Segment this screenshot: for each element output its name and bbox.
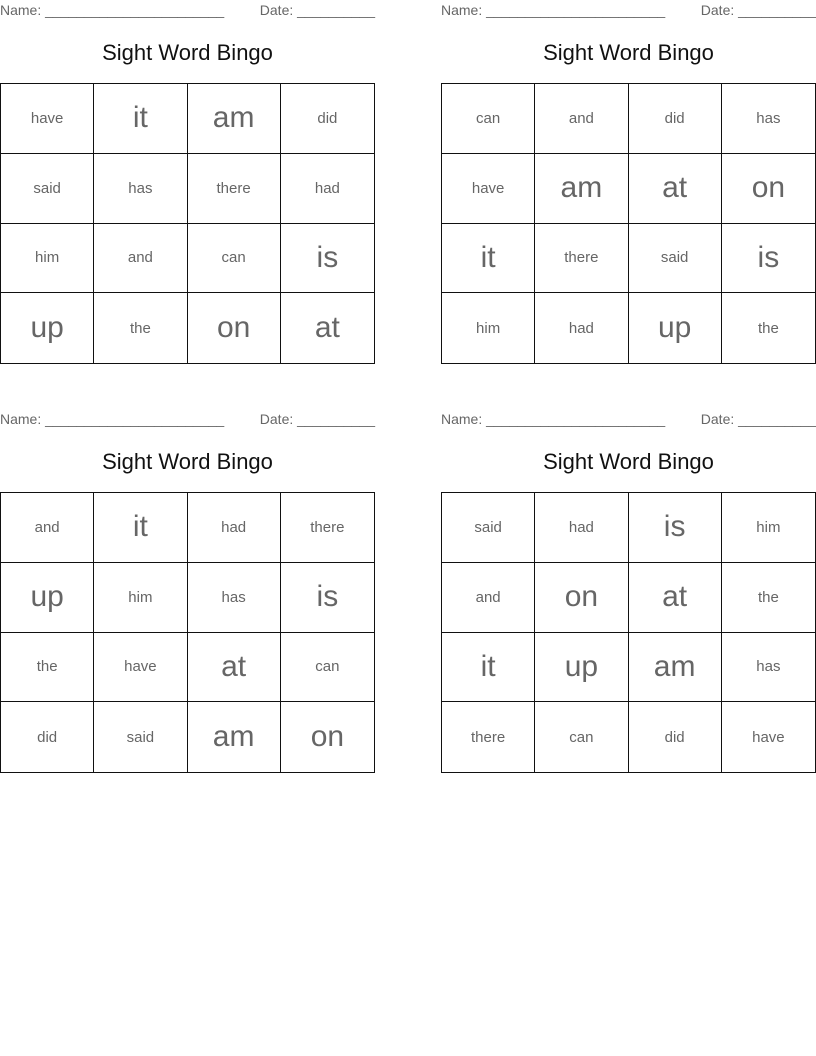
- bingo-cell: has: [188, 563, 281, 633]
- bingo-card: [441, 0, 816, 345]
- date-field-label: Date: __________: [259, 2, 375, 18]
- bingo-cell: the: [1, 633, 94, 703]
- bingo-cell: at: [188, 633, 281, 703]
- bingo-cell: up: [629, 293, 722, 363]
- bingo-grid: [0, 83, 375, 364]
- name-field-label: Name: _______________________: [0, 411, 225, 427]
- name-field-label: Name: _______________________: [441, 411, 666, 427]
- bingo-cell: did: [281, 84, 374, 154]
- bingo-cell: am: [188, 84, 281, 154]
- bingo-cell: have: [1, 84, 94, 154]
- bingo-card: [0, 409, 375, 754]
- card-header: [441, 2, 816, 20]
- bingo-cell: him: [442, 293, 535, 363]
- card-title: Sight Word Bingo: [102, 40, 273, 65]
- bingo-cell: at: [314, 311, 340, 345]
- bingo-cell: can: [188, 224, 281, 294]
- bingo-grid: [441, 83, 816, 364]
- bingo-cell: did: [1, 702, 94, 772]
- bingo-cell: there: [281, 493, 374, 563]
- bingo-cell: am: [535, 154, 628, 224]
- bingo-cell: there: [535, 224, 628, 294]
- bingo-cell: at: [629, 563, 722, 633]
- bingo-cell: had: [535, 493, 628, 563]
- bingo-cell: up: [535, 633, 628, 703]
- bingo-cell: the: [722, 563, 815, 633]
- bingo-cell: the: [94, 293, 187, 363]
- date-field-label: Date: __________: [700, 411, 816, 427]
- card-header: [0, 411, 375, 429]
- name-field-label: Name: _______________________: [441, 2, 666, 18]
- bingo-cell: up: [1, 293, 94, 363]
- bingo-cell: on: [310, 720, 345, 754]
- bingo-card: [441, 409, 816, 746]
- bingo-cell: and: [442, 563, 535, 633]
- bingo-card: [0, 0, 375, 345]
- bingo-cell: said: [629, 224, 722, 294]
- bingo-cell: have: [442, 154, 535, 224]
- bingo-cell: had: [188, 493, 281, 563]
- bingo-grid: [441, 492, 816, 773]
- bingo-cell: can: [281, 633, 374, 703]
- bingo-cell: had: [281, 154, 374, 224]
- bingo-cell: it: [94, 84, 187, 154]
- card-header: [0, 2, 375, 20]
- bingo-cell: him: [722, 493, 815, 563]
- bingo-cell: did: [629, 84, 722, 154]
- bingo-cell: it: [94, 493, 187, 563]
- bingo-cell: is: [281, 224, 374, 294]
- name-field-label: Name: _______________________: [0, 2, 225, 18]
- card-title: Sight Word Bingo: [543, 40, 714, 65]
- bingo-cell: is: [722, 224, 815, 294]
- bingo-cell: the: [757, 319, 779, 337]
- bingo-cell: there: [442, 702, 535, 772]
- bingo-cell: said: [1, 154, 94, 224]
- bingo-cell: and: [535, 84, 628, 154]
- bingo-cell: up: [1, 563, 94, 633]
- bingo-cell: said: [442, 493, 535, 563]
- card-title: Sight Word Bingo: [102, 449, 273, 474]
- bingo-cell: has: [722, 633, 815, 703]
- bingo-cell: it: [442, 224, 535, 294]
- bingo-cell: on: [535, 563, 628, 633]
- card-title: Sight Word Bingo: [543, 449, 714, 474]
- bingo-grid: [0, 492, 375, 773]
- bingo-cell: had: [535, 293, 628, 363]
- bingo-cell: has: [722, 84, 815, 154]
- bingo-cell: at: [629, 154, 722, 224]
- bingo-cell: there: [188, 154, 281, 224]
- bingo-cell: it: [442, 633, 535, 703]
- bingo-cell: can: [442, 84, 535, 154]
- bingo-cell: and: [1, 493, 94, 563]
- bingo-cell: have: [94, 633, 187, 703]
- bingo-cell: him: [1, 224, 94, 294]
- bingo-cell: on: [722, 154, 815, 224]
- bingo-cell: has: [94, 154, 187, 224]
- bingo-cell: said: [94, 702, 187, 772]
- bingo-cell: can: [535, 702, 628, 772]
- bingo-cell: and: [94, 224, 187, 294]
- date-field-label: Date: __________: [700, 2, 816, 18]
- bingo-cell: him: [94, 563, 187, 633]
- bingo-cell: did: [629, 702, 722, 772]
- card-header: [441, 411, 816, 429]
- date-field-label: Date: __________: [259, 411, 375, 427]
- bingo-cell: on: [188, 293, 281, 363]
- bingo-cell: is: [629, 493, 722, 563]
- bingo-cell: have: [752, 728, 785, 746]
- bingo-cell: am: [629, 633, 722, 703]
- bingo-cell: is: [281, 563, 374, 633]
- bingo-cell: am: [188, 702, 281, 772]
